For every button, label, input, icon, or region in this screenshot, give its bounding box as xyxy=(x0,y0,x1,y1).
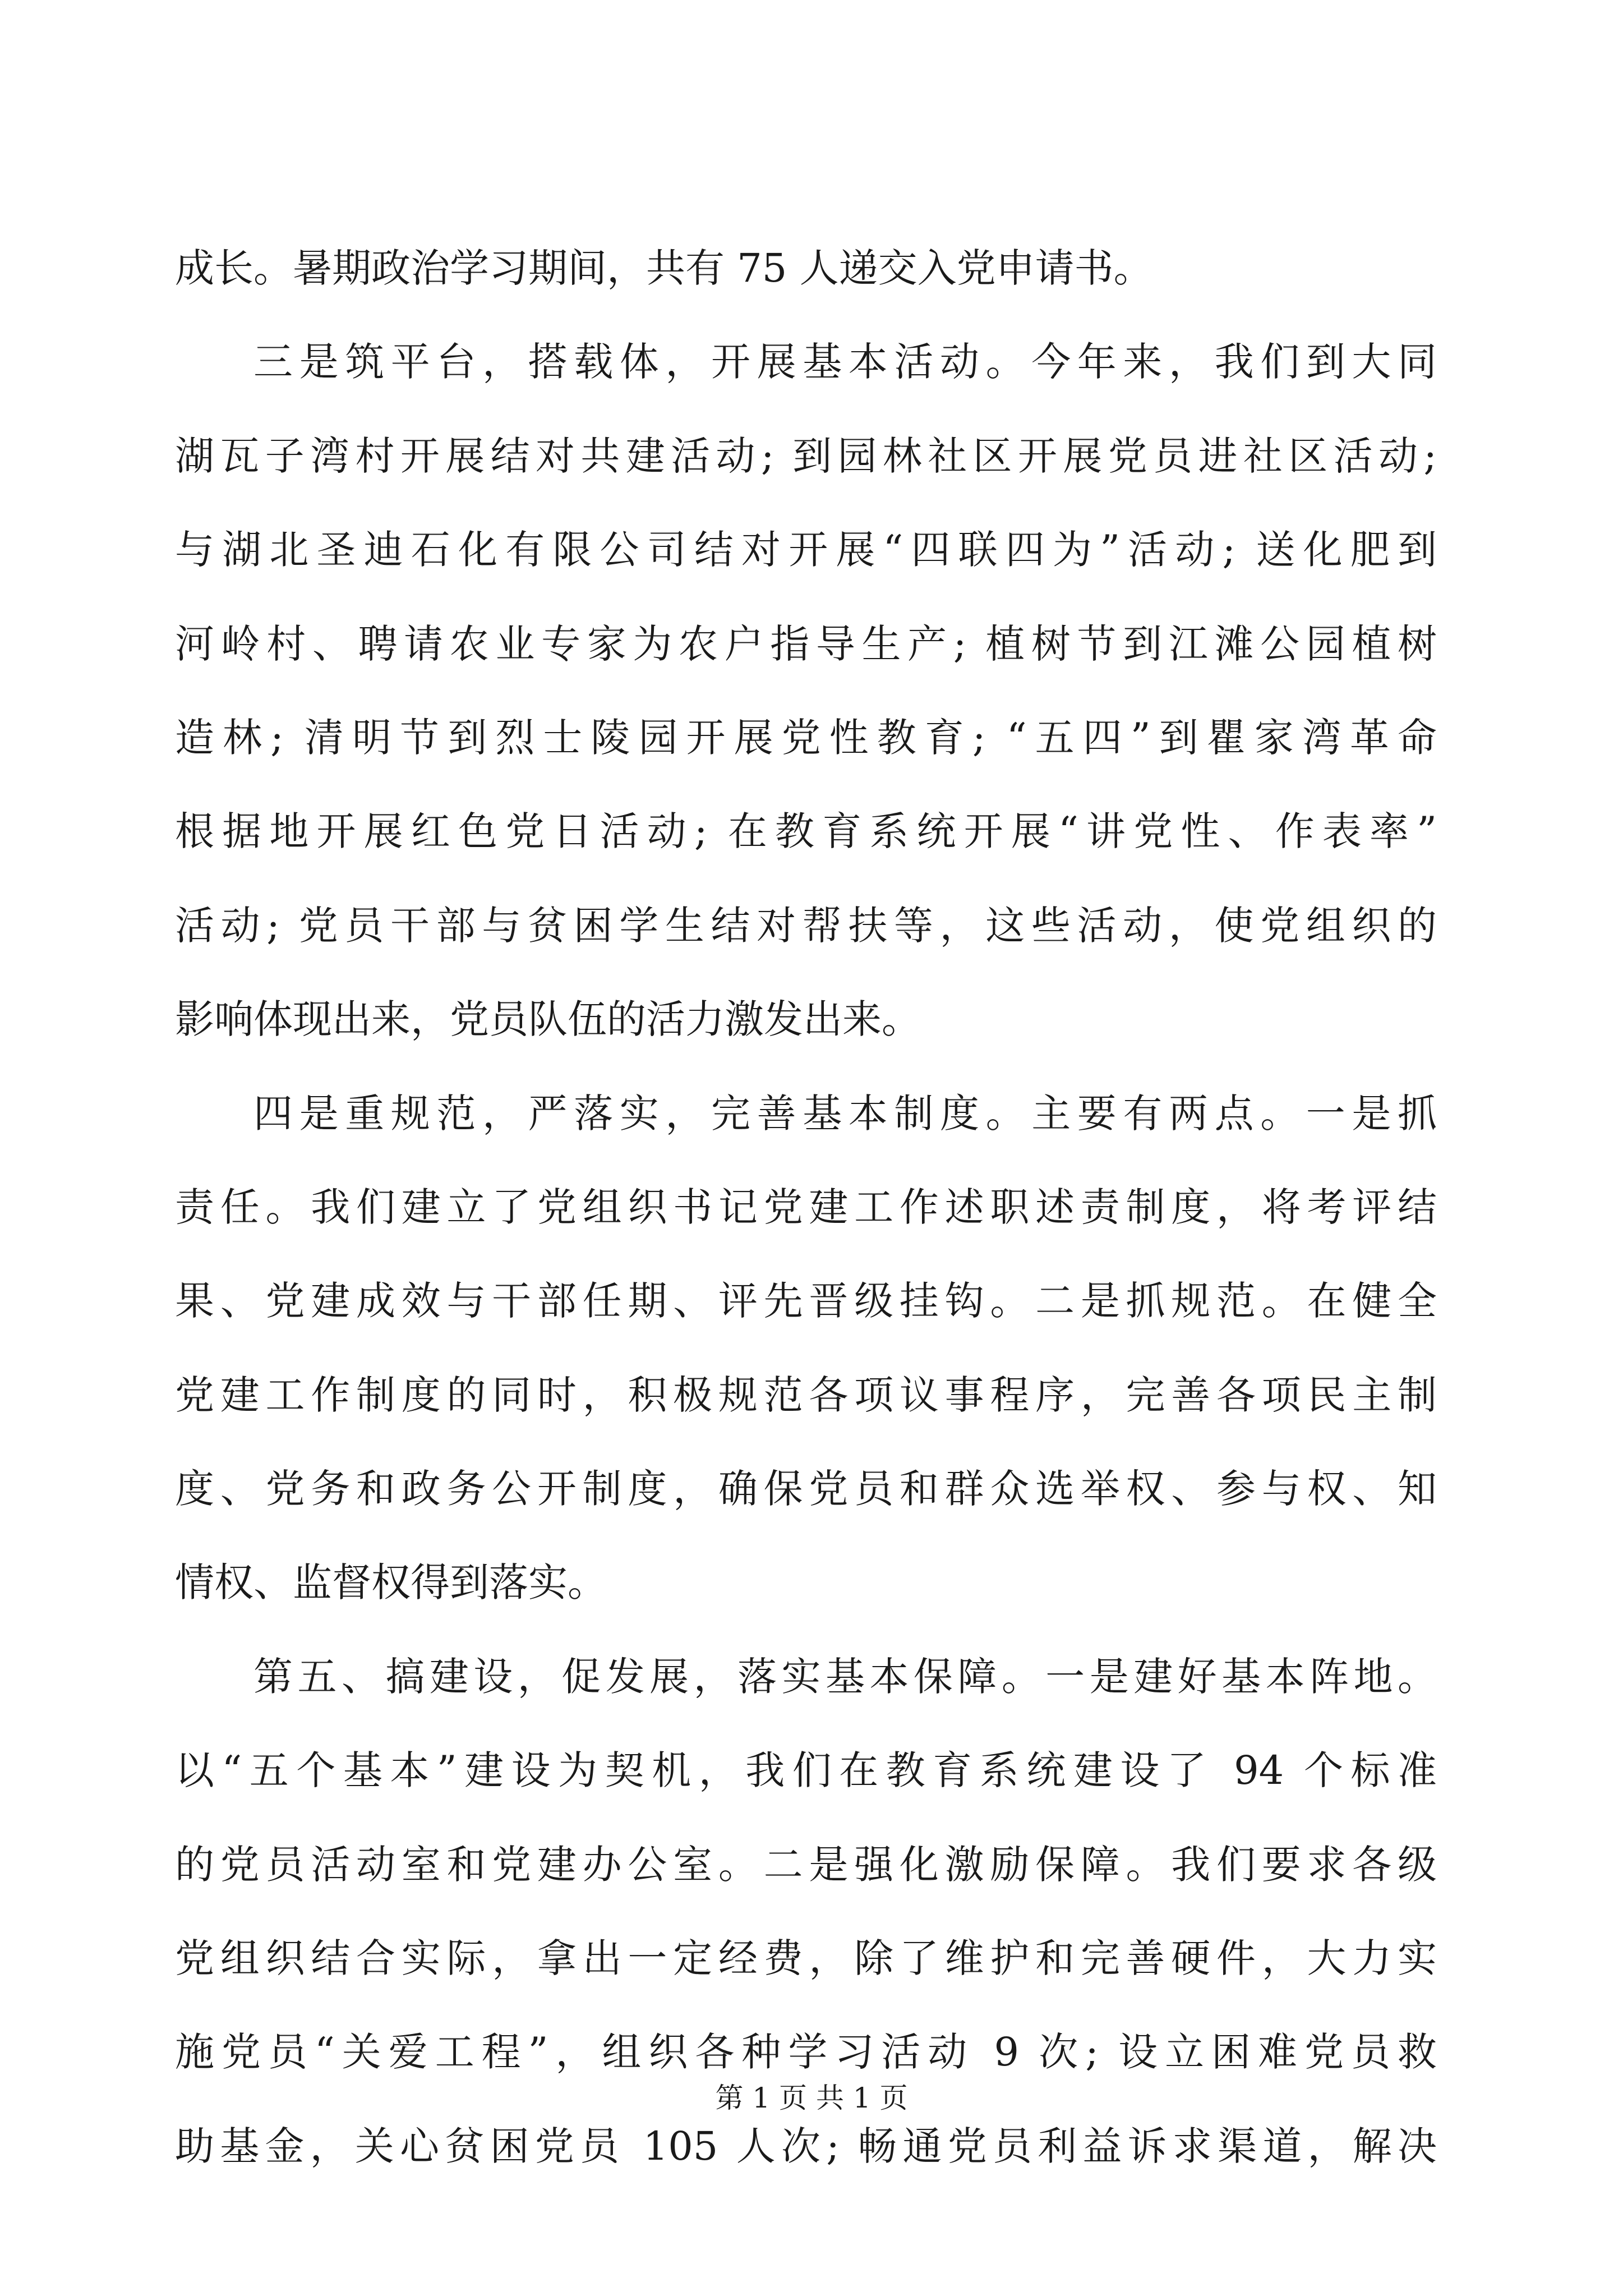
text-line: 影响体现出来，党员队伍的活力激发出来。 xyxy=(175,996,921,1043)
text-line: 活动; 党员干部与贫困学生结对帮扶等，这些活动，使党组织的 xyxy=(175,902,1437,949)
text-line: 的党员活动室和党建办公室。二是强化激励保障。我们要求各级 xyxy=(175,1841,1437,1888)
text-line: 施党员“关爱工程”，组织各种学习活动 9 次; 设立困难党员救 xyxy=(175,2029,1437,2076)
text-line: 党建工作制度的同时，积极规范各项议事程序，完善各项民主制 xyxy=(175,1372,1437,1418)
text-line: 成长。暑期政治学习期间，共有 75 人递交入党申请书。 xyxy=(175,245,1153,291)
text-line: 以“五个基本”建设为契机，我们在教育系统建设了 94 个标准 xyxy=(175,1747,1437,1794)
text-line: 河岭村、聘请农业专家为农户指导生产; 植树节到江滩公园植树 xyxy=(175,620,1437,667)
text-line: 责任。我们建立了党组织书记党建工作述职述责制度，将考评结 xyxy=(175,1184,1437,1230)
page-number-footer: 第 1 页 共 1 页 xyxy=(715,2082,908,2114)
text-line: 度、党务和政务公开制度，确保党员和群众选举权、参与权、知 xyxy=(175,1466,1437,1512)
text-line: 四是重规范，严落实，完善基本制度。主要有两点。一是抓 xyxy=(253,1090,1437,1137)
document-body xyxy=(175,222,1437,2193)
text-line: 果、党建成效与干部任期、评先晋级挂钩。二是抓规范。在健全 xyxy=(175,1278,1437,1324)
text-line: 造林; 清明节到烈士陵园开展党性教育; “五四”到瞿家湾革命 xyxy=(175,714,1437,761)
text-line: 助基金，关心贫困党员 105 人次; 畅通党员利益诉求渠道，解决 xyxy=(175,2123,1437,2169)
text-line: 与湖北圣迪石化有限公司结对开展“四联四为”活动; 送化肥到 xyxy=(175,527,1437,573)
text-line: 第五、搞建设，促发展，落实基本保障。一是建好基本阵地。 xyxy=(253,1653,1437,1700)
text-line: 三是筑平台，搭载体，开展基本活动。今年来，我们到大同 xyxy=(253,339,1437,385)
text-line: 情权、监督权得到落实。 xyxy=(175,1559,607,1606)
text-line: 湖瓦子湾村开展结对共建活动; 到园林社区开展党员进社区活动; xyxy=(175,432,1437,479)
text-line: 党组织结合实际，拿出一定经费，除了维护和完善硬件，大力实 xyxy=(175,1935,1437,1982)
text-line: 根据地开展红色党日活动; 在教育系统开展“讲党性、作表率” xyxy=(175,808,1437,855)
